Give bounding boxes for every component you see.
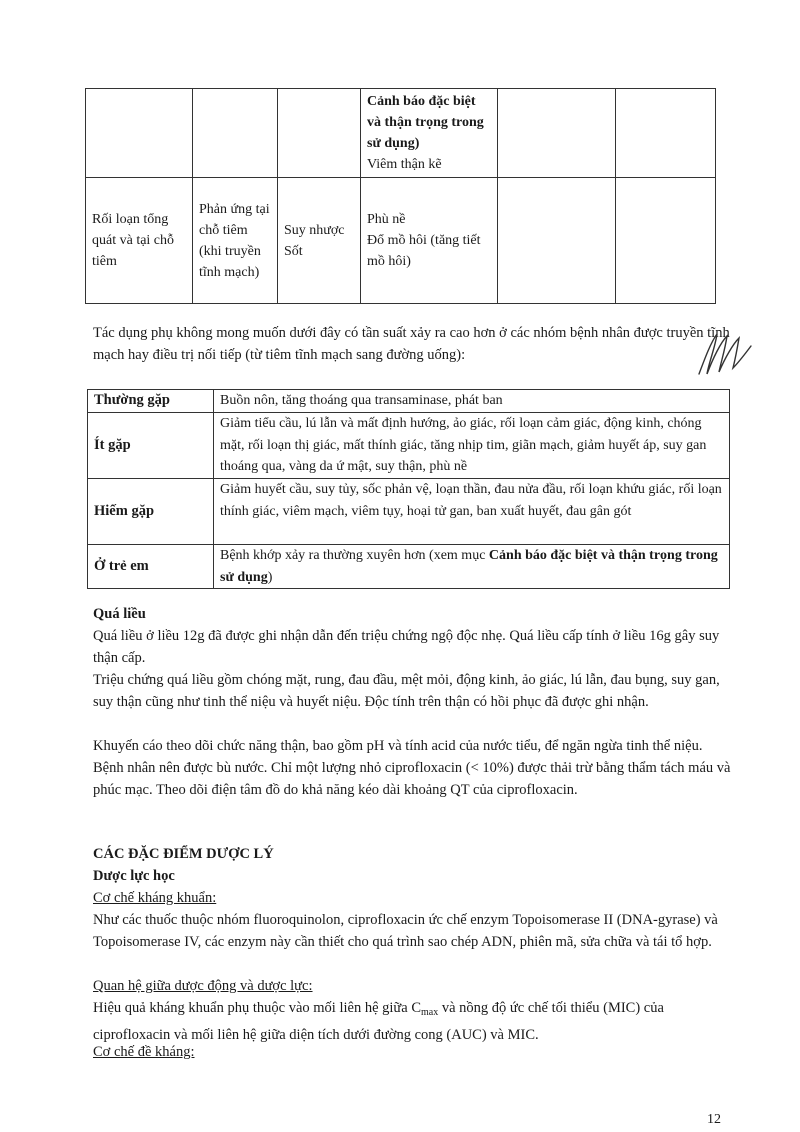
text-plain: )	[267, 569, 273, 585]
page-number: 12	[707, 1112, 721, 1127]
warning-item: Viêm thận kẽ	[367, 157, 442, 172]
table-cell	[278, 89, 361, 178]
intro-paragraph: Tác dụng phụ không mong muốn dưới đây có tần suất xảy ra cao hơn ở các nhóm bệnh nhân được truyền tĩnh mạch hay điều trị nối tiếp (từ tiêm tĩnh mạch sang đường uống):	[93, 325, 730, 363]
table-cell	[193, 89, 278, 178]
frequency-text: Giảm tiểu cầu, lú lẫn và mất định hướng, ảo giác, rối loạn cảm giác, động kinh, chóng mặt, rối loạn thị giác, mất thính giác, tăng nhịp tim, giãn mạch, giảm huyết áp, suy gan thoáng qua, vàng da ứ mật, suy thận, phù nề	[214, 413, 730, 479]
table-row	[88, 413, 730, 479]
frequency-label: Hiếm gặp	[88, 479, 214, 545]
effect-item: Phù nề	[367, 212, 406, 227]
table-row	[88, 545, 730, 589]
table-cell	[498, 89, 616, 178]
organ-class-cell: Rối loạn tổng quát và tại chỗ tiêm	[86, 178, 193, 304]
text-plain: và nồng độ ức chế tối thiểu (MIC) của ciprofloxacin và mối liên hệ giữa diện tích dưới đường cong (AUC) và MIC.	[93, 1000, 664, 1043]
table-cell	[361, 178, 498, 304]
table-cell	[86, 89, 193, 178]
table-cell: Phản ứng tại chỗ tiêm (khi truyền tĩnh mạch)	[193, 178, 278, 304]
text-plain: Hiệu quả kháng khuẩn phụ thuộc vào mối liên hệ giữa C	[93, 1000, 421, 1016]
frequency-table	[87, 389, 730, 589]
overdose-paragraph: Khuyến cáo theo dõi chức năng thận, bao gồm pH và tính acid của nước tiểu, để ngăn ngừa tinh thể niệu. Bệnh nhân nên được bù nước. Chỉ một lượng nhỏ ciprofloxacin (< 10%) được thải trừ bằng thẩm tách máu và phúc mạc. Theo dõi điện tâm đồ do khả năng kéo dài khoảng QT của ciprofloxacin.	[93, 738, 731, 798]
overdose-heading: Quá liều	[93, 606, 146, 622]
warning-section-title: Cảnh báo đặc biệt và thận trọng trong sử dụng)	[367, 94, 484, 151]
effect-item: Suy nhược	[284, 222, 345, 238]
table-row	[88, 390, 730, 413]
frequency-text: Buồn nôn, tăng thoáng qua transaminase, phát ban	[214, 390, 730, 413]
effect-item: Sốt	[284, 243, 303, 259]
text-plain: Bệnh khớp xảy ra thường xuyên hơn (xem mục	[220, 548, 489, 563]
table-cell	[361, 89, 498, 178]
mechanism-paragraph: Như các thuốc thuộc nhóm fluoroquinolon, ciprofloxacin ức chế enzym Topoisomerase II (DNA-gyrase) và Topoisomerase IV, các enzym này cần thiết cho quá trình sao chép ADN, phiên mã, sửa chữa và tái tổ hợp.	[93, 912, 718, 950]
table-row	[86, 178, 716, 304]
table-row	[88, 479, 730, 545]
effect-item: Đổ mồ hôi (tăng tiết mồ hôi)	[367, 233, 481, 269]
table-cell	[278, 178, 361, 304]
pkpd-title: Quan hệ giữa dược động và dược lực:	[93, 978, 313, 994]
adverse-effects-table-continued	[85, 88, 716, 304]
table-cell	[616, 89, 716, 178]
frequency-text	[214, 545, 730, 589]
frequency-label: Thường gặp	[88, 390, 214, 413]
table-cell	[498, 178, 616, 304]
pkpd-paragraph	[93, 997, 733, 1046]
mechanism-title: Cơ chế kháng khuẩn:	[93, 890, 217, 906]
overdose-paragraph: Quá liều ở liều 12g đã được ghi nhận dẫn đến triệu chứng ngộ độc nhẹ. Quá liều cấp tính ở liều 16g gây suy thận cấp.	[93, 628, 720, 666]
frequency-label: Ít gặp	[88, 413, 214, 479]
resistance-title: Cơ chế đề kháng:	[93, 1044, 195, 1060]
pharmacology-heading: CÁC ĐẶC ĐIỂM DƯỢC LÝ	[93, 846, 274, 862]
pharmacodynamics-subheading: Dược lực học	[93, 868, 175, 884]
frequency-label: Ở trẻ em	[88, 545, 214, 589]
cross-reference: Cảnh báo đặc biệt và thận trọng trong sử dụng	[220, 548, 718, 585]
subscript: max	[421, 1007, 439, 1018]
table-row	[86, 89, 716, 178]
overdose-paragraph: Triệu chứng quá liều gồm chóng mặt, rung, đau đầu, mệt mỏi, động kinh, ảo giác, lú lẫn, đau bụng, suy gan, suy thận cũng như tinh thể niệu và huyết niệu. Độc tính trên thận có hồi phục đã được ghi nhận.	[93, 672, 720, 710]
table-cell	[616, 178, 716, 304]
frequency-text: Giảm huyết cầu, suy tủy, sốc phản vệ, loạn thần, đau nửa đầu, rối loạn khứu giác, rối loạn thính giác, viêm mạch, viêm tụy, hoại tử gan, ban xuất huyết, đau gân gót	[214, 479, 730, 545]
signature-mark	[695, 328, 755, 380]
